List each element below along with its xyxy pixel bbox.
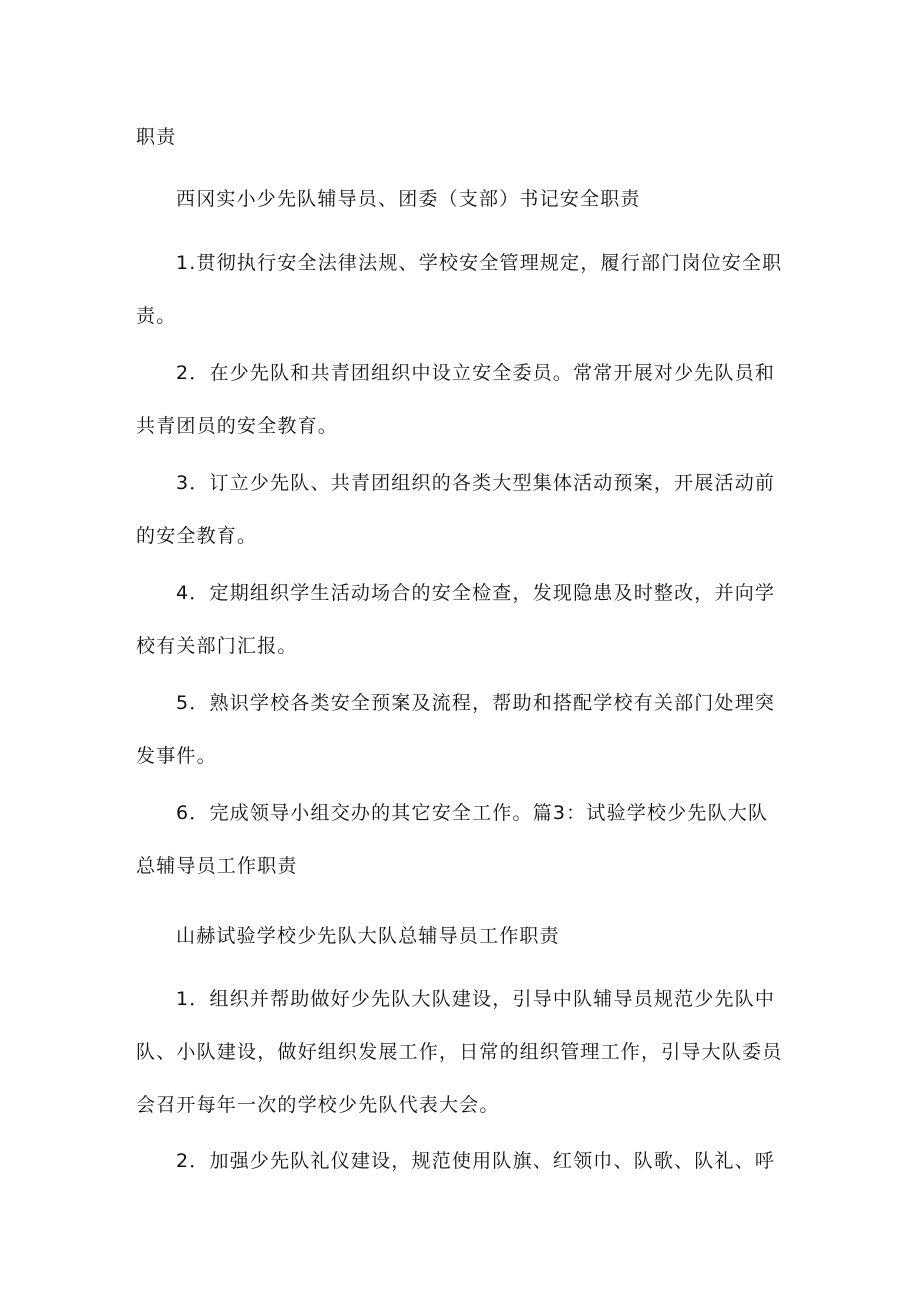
paragraph-item-5: 5．熟识学校各类安全预案及流程，帮助和搭配学校有关部门处理突发事件。 (136, 692, 776, 767)
paragraph-item-6: 6．完成领导小组交办的其它安全工作。篇3：试验学校少先队大队总辅导员工作职责 (136, 802, 769, 877)
paragraph-item-3: 3．订立少先队、共青团组织的各类大型集体活动预案，开展活动前的安全教育。 (136, 472, 776, 547)
paragraph-item-7: 1．组织并帮助做好少先队大队建设，引导中队辅导员规范少先队中队、小队建设，做好组织发展工作，日常的组织管理工作，引导大队委员会召开每年一次的学校少先队代表大会。 (136, 988, 783, 1116)
section-title: 西冈实小少先队辅导员、团委（支部）书记安全职责 (176, 188, 641, 210)
section-title-2: 山赫试验学校少先队大队总辅导员工作职责 (176, 925, 560, 947)
paragraph-item-2: 2．在少先队和共青团组织中设立安全委员。常常开展对少先队员和共青团员的安全教育。 (136, 362, 776, 437)
heading-continued: 职责 (136, 126, 177, 148)
paragraph-item-8: 2．加强少先队礼仪建设，规范使用队旗、红领巾、队歌、队礼、呼 (176, 1150, 776, 1172)
paragraph-item-1: 1.贯彻执行安全法律法规、学校安全管理规定，履行部门岗位安全职责。 (136, 252, 783, 327)
paragraph-item-4: 4．定期组织学生活动场合的安全检查，发现隐患及时整改，并向学校有关部门汇报。 (136, 582, 776, 657)
